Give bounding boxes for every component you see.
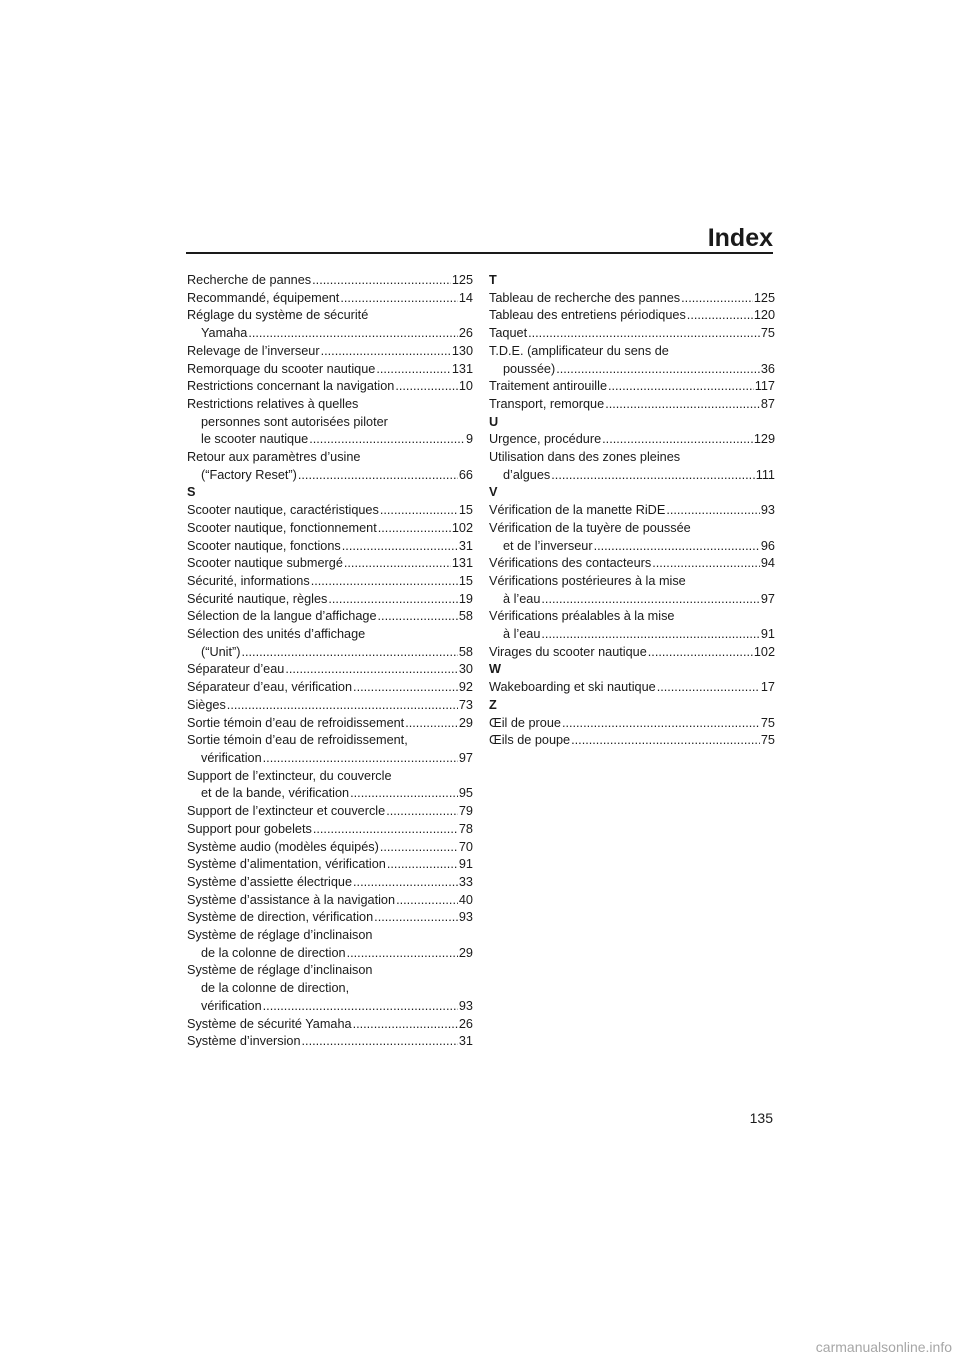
index-entry-continuation	[187, 980, 473, 998]
index-entry-line	[489, 378, 775, 396]
index-page-ref: 75	[760, 733, 775, 748]
index-entry-line	[489, 396, 775, 414]
dot-leader	[380, 839, 458, 857]
index-entry-continuation	[489, 467, 775, 485]
index-page-ref: 75	[760, 715, 775, 730]
index-page-ref: 30	[458, 662, 473, 677]
index-entry-text: Taquet	[489, 326, 528, 341]
index-entry-line	[187, 626, 473, 644]
index-entry-text: Scooter nautique, fonctions	[187, 538, 341, 553]
index-entry-line	[187, 856, 473, 874]
index-page-ref: 15	[458, 503, 473, 518]
dot-leader	[227, 697, 458, 715]
index-entry-text: Virages du scooter nautique	[489, 644, 647, 659]
dot-leader	[311, 573, 458, 591]
index-entry-line	[187, 1016, 473, 1034]
dot-leader	[562, 715, 760, 733]
index-entry-line	[187, 520, 473, 538]
dot-leader	[378, 608, 458, 626]
index-entry-text: Système de réglage d’inclinaison	[187, 928, 373, 943]
index-entry-line	[187, 307, 473, 325]
index-entry-line	[187, 591, 473, 609]
index-entry	[489, 343, 775, 378]
index-page-ref: 96	[760, 538, 775, 553]
index-entry-continuation	[489, 626, 775, 644]
index-entry-continuation	[187, 644, 473, 662]
index-page-ref: 102	[451, 520, 473, 535]
dot-leader	[648, 644, 753, 662]
index-entry	[187, 378, 473, 396]
index-entry-text: Sélection de la langue d’affichage	[187, 609, 377, 624]
index-entry-text: vérification	[201, 750, 262, 765]
index-entry	[187, 396, 473, 449]
index-entry-text: Séparateur d’eau	[187, 662, 285, 677]
dot-leader	[376, 361, 451, 379]
index-entry-line	[187, 821, 473, 839]
index-section-letter: V	[489, 485, 498, 500]
index-page-ref: 58	[458, 609, 473, 624]
dot-leader	[541, 591, 759, 609]
index-entry-text: Système de sécurité Yamaha	[187, 1016, 352, 1031]
index-entry-line	[489, 502, 775, 520]
index-entry-continuation	[187, 414, 473, 432]
index-entry-text: Sécurité nautique, règles	[187, 591, 328, 606]
index-entry	[187, 927, 473, 962]
index-entry-continuation	[187, 945, 473, 963]
index-entry	[187, 909, 473, 927]
index-entry	[187, 856, 473, 874]
index-entry-text: Urgence, procédure	[489, 432, 602, 447]
index-entry-line	[187, 962, 473, 980]
index-entry	[187, 1016, 473, 1034]
index-page-ref: 26	[458, 326, 473, 341]
index-entry	[187, 608, 473, 626]
index-page-ref: 131	[451, 361, 473, 376]
index-entry-continuation	[187, 325, 473, 343]
index-entry-continuation	[187, 998, 473, 1016]
index-page-ref: 79	[458, 804, 473, 819]
index-entry-text: Scooter nautique, caractéristiques	[187, 503, 379, 518]
index-entry-line	[187, 396, 473, 414]
index-entry-text: Vérifications des contacteurs	[489, 556, 652, 571]
index-entry	[489, 502, 775, 520]
dot-leader	[342, 538, 458, 556]
index-page-ref: 78	[458, 821, 473, 836]
dot-leader	[541, 626, 759, 644]
index-entry-line	[489, 520, 775, 538]
index-entry	[187, 272, 473, 290]
index-entry-text: Sécurité, informations	[187, 573, 310, 588]
index-entry	[187, 343, 473, 361]
index-entry	[489, 325, 775, 343]
index-section-letter: W	[489, 662, 501, 677]
index-entry-text: Wakeboarding et ski nautique	[489, 680, 656, 695]
index-entry-text: Sortie témoin d’eau de refroidissement	[187, 715, 405, 730]
dot-leader	[298, 467, 458, 485]
index-entry-text: Utilisation dans des zones pleines	[489, 450, 681, 465]
index-entry-continuation	[187, 750, 473, 768]
dot-leader	[350, 785, 458, 803]
dot-leader	[396, 892, 458, 910]
index-page-ref: 130	[451, 343, 473, 358]
dot-leader	[405, 715, 458, 733]
dot-leader	[551, 467, 754, 485]
index-entry	[187, 803, 473, 821]
index-entry-text: Réglage du système de sécurité	[187, 308, 369, 323]
dot-leader	[571, 732, 760, 750]
dot-leader	[602, 431, 753, 449]
dot-leader	[353, 874, 458, 892]
dot-leader	[681, 290, 753, 308]
dot-leader	[657, 679, 760, 697]
index-section-letter: S	[187, 485, 196, 500]
index-page-ref: 29	[458, 715, 473, 730]
index-entry	[489, 378, 775, 396]
header-rule	[186, 252, 773, 254]
dot-leader	[386, 803, 458, 821]
index-entry-line	[187, 892, 473, 910]
index-entry-continuation	[187, 431, 473, 449]
index-entry-text: Sortie témoin d’eau de refroidissement,	[187, 733, 408, 748]
index-entry	[187, 839, 473, 857]
index-entry	[187, 307, 473, 342]
index-page-ref: 125	[753, 290, 775, 305]
index-entry-line	[187, 538, 473, 556]
index-entry-continuation	[489, 361, 775, 379]
index-entry-line	[489, 343, 775, 361]
index-entry	[187, 1033, 473, 1051]
index-entry-line	[489, 732, 775, 750]
index-entry-line	[489, 715, 775, 733]
index-entry-line	[187, 679, 473, 697]
dot-leader	[340, 290, 458, 308]
index-entry-line	[187, 290, 473, 308]
index-entry-text: Tableau de recherche des pannes	[489, 290, 681, 305]
dot-leader	[380, 502, 458, 520]
index-page-ref: 73	[458, 697, 473, 712]
index-entry-text: Système d’assistance à la navigation	[187, 892, 396, 907]
index-section-letter: Z	[489, 697, 497, 712]
dot-leader	[347, 945, 458, 963]
index-entry-line	[489, 644, 775, 662]
index-section-letter: U	[489, 414, 499, 429]
dot-leader	[666, 502, 760, 520]
index-page-ref: 129	[753, 432, 775, 447]
index-entry-line	[187, 1033, 473, 1051]
index-entry-text: à l’eau	[503, 591, 541, 606]
index-entry-text: de la colonne de direction,	[201, 981, 350, 996]
index-page-ref: 14	[458, 290, 473, 305]
index-page-ref: 10	[458, 379, 473, 394]
index-entry	[187, 520, 473, 538]
index-entry	[187, 732, 473, 767]
index-entry-line	[489, 290, 775, 308]
dot-leader	[374, 909, 458, 927]
dot-leader	[263, 998, 458, 1016]
index-entry	[489, 307, 775, 325]
index-entry-line	[187, 449, 473, 467]
index-entry-text: Support pour gobelets	[187, 821, 312, 836]
index-entry-line	[187, 502, 473, 520]
index-entry-text: Système d’assiette électrique	[187, 874, 353, 889]
dot-leader	[309, 431, 465, 449]
dot-leader	[608, 378, 754, 396]
index-entry-text: et de la bande, vérification	[201, 786, 350, 801]
index-entry	[187, 361, 473, 379]
index-entry	[187, 661, 473, 679]
index-page-ref: 17	[760, 680, 775, 695]
index-entry-line	[187, 361, 473, 379]
index-page-ref: 95	[458, 786, 473, 801]
index-page-ref: 29	[458, 945, 473, 960]
index-entry-text: personnes sont autorisées piloter	[201, 414, 388, 429]
index-entry	[187, 538, 473, 556]
index-entry-line	[187, 272, 473, 290]
index-entry-text: Système d’inversion	[187, 1034, 301, 1049]
index-page-ref: 93	[458, 998, 473, 1013]
index-entry	[489, 608, 775, 643]
index-page-ref: 91	[458, 857, 473, 872]
index-page-ref: 91	[760, 627, 775, 642]
index-entry-line	[187, 555, 473, 573]
dot-leader	[263, 750, 458, 768]
index-entry-line	[489, 679, 775, 697]
index-entry	[187, 591, 473, 609]
index-entry-text: le scooter nautique	[201, 432, 309, 447]
index-page-ref: 26	[458, 1016, 473, 1031]
index-entry-text: Recommandé, équipement	[187, 290, 340, 305]
index-entry-line	[187, 608, 473, 626]
index-entry-text: Transport, remorque	[489, 396, 605, 411]
dot-leader	[285, 661, 458, 679]
index-page-ref: 33	[458, 874, 473, 889]
index-entry-line	[187, 715, 473, 733]
dot-leader	[395, 378, 458, 396]
index-entry-text: Support de l’extincteur, du couvercle	[187, 768, 392, 783]
index-entry	[187, 290, 473, 308]
index-entry-text: Système d’alimentation, vérification	[187, 857, 386, 872]
index-page-ref: 131	[451, 556, 473, 571]
index-page-ref: 19	[458, 591, 473, 606]
index-page-ref: 31	[458, 1034, 473, 1049]
index-entry	[489, 449, 775, 484]
index-entry-continuation	[187, 785, 473, 803]
dot-leader	[353, 679, 458, 697]
index-entry-text: Vérifications préalables à la mise	[489, 609, 675, 624]
index-column-right	[489, 272, 775, 750]
dot-leader	[312, 272, 451, 290]
index-entry-line	[187, 839, 473, 857]
index-page-ref: 87	[760, 396, 775, 411]
index-entry-text: Relevage de l’inverseur	[187, 343, 320, 358]
index-entry-line	[187, 343, 473, 361]
dot-leader	[687, 307, 753, 325]
index-page-ref: 66	[458, 467, 473, 482]
index-entry-text: (“Unit”)	[201, 644, 241, 659]
index-entry-continuation	[489, 538, 775, 556]
index-page-ref: 36	[760, 361, 775, 376]
index-page-ref: 97	[760, 591, 775, 606]
index-entry	[187, 502, 473, 520]
index-entry-text: d’algues	[503, 467, 551, 482]
dot-leader	[652, 555, 760, 573]
watermark: carmanualsonline.info	[815, 1339, 952, 1355]
index-entry-text: Œils de poupe	[489, 733, 571, 748]
index-section-letter: T	[489, 273, 497, 287]
dot-leader	[328, 591, 458, 609]
index-entry-line	[187, 697, 473, 715]
index-page-ref: 92	[458, 680, 473, 695]
index-entry	[187, 573, 473, 591]
index-entry-line	[187, 661, 473, 679]
index-page-ref: 75	[760, 326, 775, 341]
index-entry-continuation	[489, 591, 775, 609]
index-entry	[489, 396, 775, 414]
index-entry-text: T.D.E. (amplificateur du sens de	[489, 343, 669, 358]
index-page-ref: 125	[451, 273, 473, 287]
dot-leader	[241, 644, 457, 662]
index-entry-text: Sièges	[187, 697, 226, 712]
index-entry	[187, 715, 473, 733]
index-entry-line	[489, 608, 775, 626]
index-page-ref: 58	[458, 644, 473, 659]
index-page-ref: 111	[755, 467, 775, 482]
dot-leader	[313, 821, 458, 839]
dot-leader	[528, 325, 760, 343]
index-page-ref: 9	[465, 432, 473, 447]
index-entry-line	[187, 927, 473, 945]
dot-leader	[344, 555, 451, 573]
index-entry-text: Système de réglage d’inclinaison	[187, 963, 373, 978]
index-entry-line	[489, 573, 775, 591]
index-entry-text: Tableau des entretiens périodiques	[489, 308, 686, 323]
index-entry	[489, 290, 775, 308]
index-page-ref: 40	[458, 892, 473, 907]
index-entry-line	[489, 325, 775, 343]
index-entry-text: Vérification de la manette RiDE	[489, 503, 666, 518]
index-entry	[187, 768, 473, 803]
index-entry-text: Restrictions relatives à quelles	[187, 396, 359, 411]
dot-leader	[387, 856, 458, 874]
index-entry-text: Recherche de pannes	[187, 273, 312, 287]
index-entry-text: Retour aux paramètres d’usine	[187, 450, 361, 465]
dot-leader	[302, 1033, 458, 1051]
dot-leader	[353, 1016, 458, 1034]
index-column-left	[187, 272, 473, 1051]
index-entry	[489, 573, 775, 608]
index-entry	[489, 644, 775, 662]
dot-leader	[605, 396, 760, 414]
index-entry-line	[187, 378, 473, 396]
index-page-ref: 94	[760, 556, 775, 571]
index-entry-text: Support de l’extincteur et couvercle	[187, 804, 386, 819]
index-entry-text: vérification	[201, 998, 262, 1013]
index-entry	[187, 892, 473, 910]
index-entry	[187, 555, 473, 573]
index-entry-text: Vérification de la tuyère de poussée	[489, 520, 691, 535]
index-entry	[187, 626, 473, 661]
index-entry	[187, 821, 473, 839]
dot-leader	[594, 538, 760, 556]
index-entry-line	[187, 573, 473, 591]
dot-leader	[248, 325, 458, 343]
index-entry-text: Système de direction, vérification	[187, 910, 374, 925]
index-entry-text: Remorquage du scooter nautique	[187, 361, 376, 376]
dot-leader	[378, 520, 451, 538]
index-page-ref: 120	[753, 308, 775, 323]
index-entry-continuation	[187, 467, 473, 485]
dot-leader	[321, 343, 451, 361]
index-entry-text: à l’eau	[503, 627, 541, 642]
index-entry	[489, 555, 775, 573]
index-entry	[187, 962, 473, 1015]
index-page-ref: 102	[753, 644, 775, 659]
index-entry-line	[187, 732, 473, 750]
index-entry-text: Restrictions concernant la navigation	[187, 379, 395, 394]
index-page-ref: 15	[458, 573, 473, 588]
index-entry	[489, 732, 775, 750]
index-entry-text: de la colonne de direction	[201, 945, 346, 960]
index-entry	[187, 874, 473, 892]
index-entry-line	[489, 555, 775, 573]
index-entry-text: et de l’inverseur	[503, 538, 593, 553]
index-entry-line	[187, 803, 473, 821]
index-entry	[489, 715, 775, 733]
index-entry-line	[489, 449, 775, 467]
index-page-ref: 97	[458, 750, 473, 765]
index-entry-line	[187, 874, 473, 892]
index-entry-line	[489, 431, 775, 449]
index-entry-text: Vérifications postérieures à la mise	[489, 573, 686, 588]
index-entry	[489, 431, 775, 449]
index-entry-text: Scooter nautique, fonctionnement	[187, 520, 377, 535]
index-entry	[187, 449, 473, 484]
index-entry	[489, 520, 775, 555]
index-entry-line	[187, 909, 473, 927]
index-entry-text: Scooter nautique submergé	[187, 556, 343, 571]
index-entry-text: Séparateur d’eau, vérification	[187, 680, 353, 695]
index-entry-text: Système audio (modèles équipés)	[187, 839, 379, 854]
index-entry-text: (“Factory Reset”)	[201, 467, 297, 482]
page-title: Index	[707, 224, 773, 252]
index-page-ref: 31	[458, 538, 473, 553]
index-entry-line	[187, 768, 473, 786]
index-entry	[187, 679, 473, 697]
index-page-ref: 117	[754, 379, 775, 394]
index-entry-text: poussée)	[503, 361, 556, 376]
index-entry-text: Œil de proue	[489, 715, 561, 730]
dot-leader	[556, 361, 760, 379]
index-entry-text: Yamaha	[201, 326, 248, 341]
index-entry-text: Traitement antirouille	[489, 379, 607, 394]
index-page-ref: 70	[458, 839, 473, 854]
page-number: 135	[749, 1110, 773, 1126]
index-entry-text: Sélection des unités d’affichage	[187, 627, 366, 642]
index-page-ref: 93	[760, 503, 775, 518]
index-entry	[187, 697, 473, 715]
index-page-ref: 93	[458, 910, 473, 925]
index-entry-line	[489, 307, 775, 325]
index-entry	[489, 679, 775, 697]
